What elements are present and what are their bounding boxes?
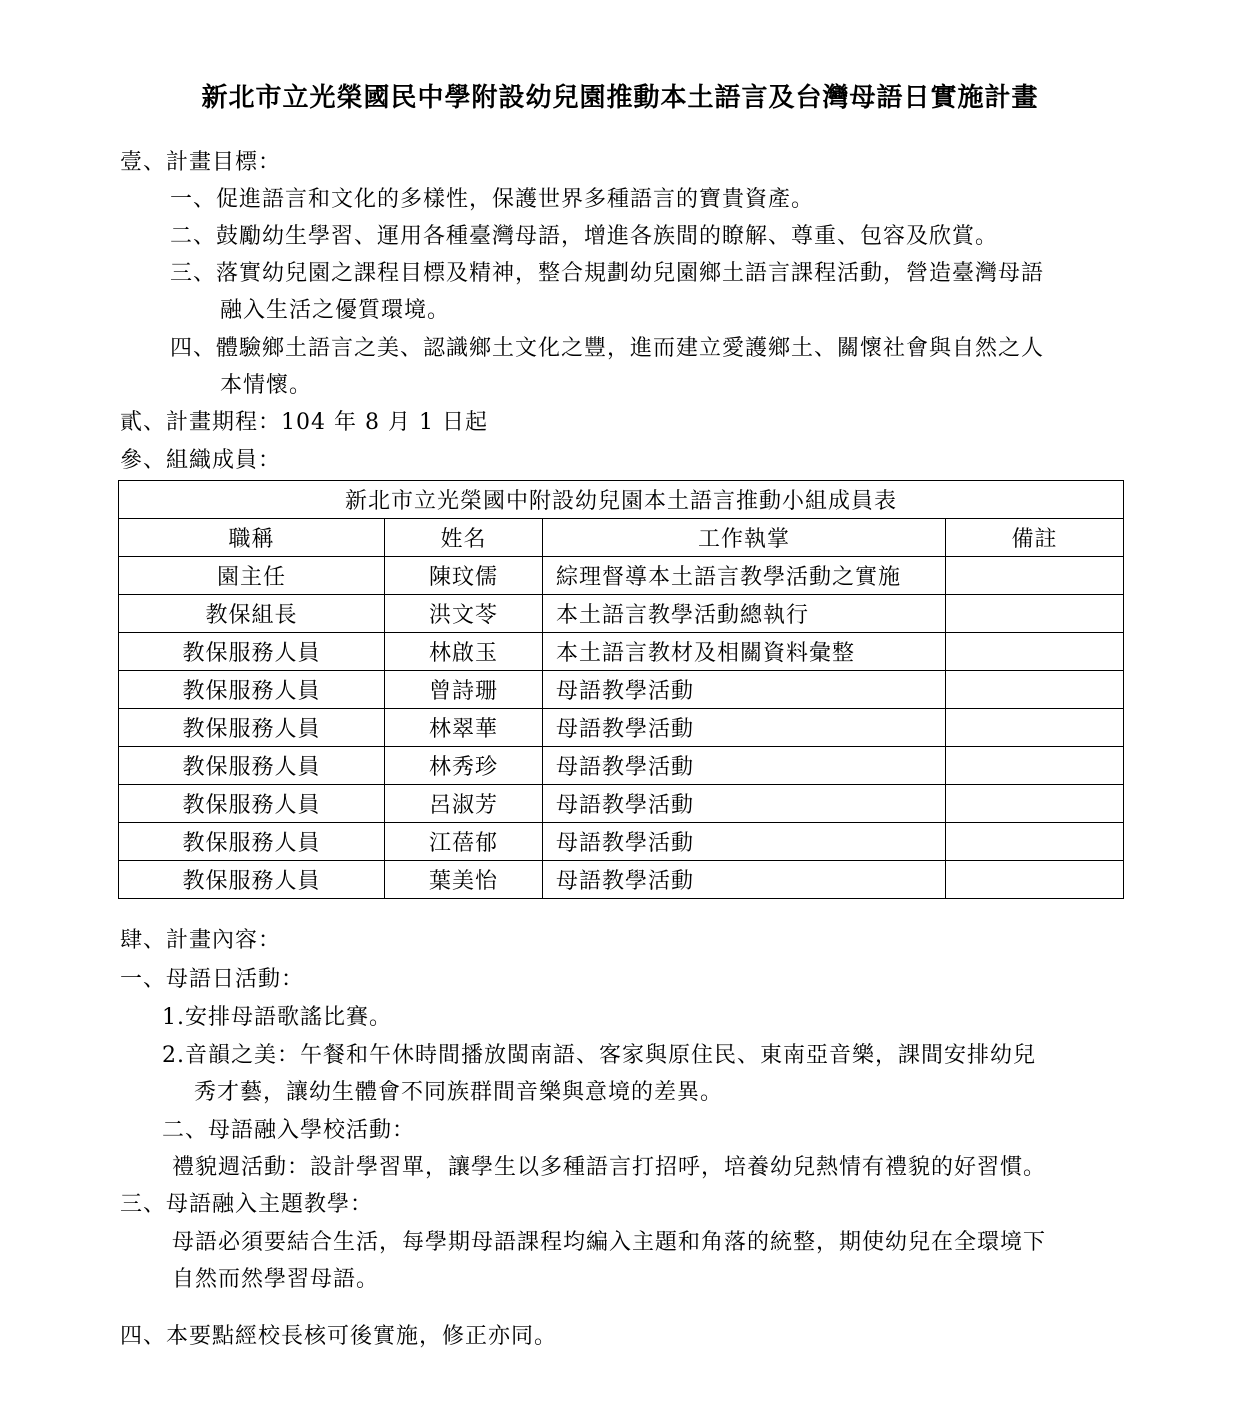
cell-name: 陳玟儒 [385, 557, 543, 595]
cell-title: 教保服務人員 [119, 785, 385, 823]
table-row [119, 709, 1124, 747]
header-name: 姓名 [385, 519, 543, 557]
goal-item-1: 一、促進語言和文化的多樣性，保護世界多種語言的寶貴資產。 [170, 187, 815, 212]
cell-title: 教保服務人員 [119, 747, 385, 785]
section1-item2-line1: 2.音韻之美：午餐和午休時間播放閩南語、客家與原住民、東南亞音樂，課間安排幼兒 [162, 1043, 1036, 1068]
members-table [118, 480, 1124, 899]
cell-name: 林秀珍 [385, 747, 543, 785]
section1-item2-line2: 秀才藝，讓幼生體會不同族群間音樂與意境的差異。 [194, 1080, 724, 1105]
cell-duty: 母語教學活動 [543, 861, 946, 899]
table-row [119, 671, 1124, 709]
cell-name: 江蓓郁 [385, 823, 543, 861]
cell-remark [946, 861, 1124, 899]
section2-text: 禮貌週活動：設計學習單，讓學生以多種語言打招呼，培養幼兒熱情有禮貌的好習慣。 [172, 1155, 1047, 1180]
schedule-line: 貳、計畫期程：104 年 8 月 1 日起 [120, 410, 488, 435]
cell-remark [946, 595, 1124, 633]
cell-duty: 母語教學活動 [543, 747, 946, 785]
section2-heading: 二、母語融入學校活動： [162, 1118, 416, 1143]
table-row [119, 747, 1124, 785]
cell-duty: 本土語言教學活動總執行 [543, 595, 946, 633]
cell-remark [946, 823, 1124, 861]
table-row [119, 633, 1124, 671]
cell-title: 教保組長 [119, 595, 385, 633]
cell-name: 呂淑芳 [385, 785, 543, 823]
cell-name: 林翠華 [385, 709, 543, 747]
section3-line2: 自然而然學習母語。 [172, 1267, 380, 1292]
document-title: 新北市立光榮國民中學附設幼兒園推動本土語言及台灣母語日實施計畫 [201, 83, 1039, 113]
goal-item-4-line1: 四、體驗鄉土語言之美、認識鄉土文化之豐，進而建立愛護鄉土、關懷社會與自然之人 [170, 336, 1045, 361]
table-row [119, 557, 1124, 595]
cell-remark [946, 747, 1124, 785]
table-caption: 新北市立光榮國中附設幼兒園本土語言推動小組成員表 [119, 481, 1124, 519]
goal-item-4-line2: 本情懷。 [220, 373, 313, 398]
cell-title: 教保服務人員 [119, 633, 385, 671]
goals-heading: 壹、計畫目標： [120, 150, 282, 175]
cell-duty: 本土語言教材及相關資料彙整 [543, 633, 946, 671]
cell-name: 曾詩珊 [385, 671, 543, 709]
cell-title: 教保服務人員 [119, 861, 385, 899]
cell-title: 園主任 [119, 557, 385, 595]
cell-name: 洪文苓 [385, 595, 543, 633]
header-remark: 備註 [946, 519, 1124, 557]
table-caption-row [119, 481, 1124, 519]
section1-item1: 1.安排母語歌謠比賽。 [162, 1005, 392, 1030]
content-heading: 肆、計畫內容： [120, 928, 282, 953]
cell-remark [946, 709, 1124, 747]
section4-text: 四、本要點經校長核可後實施，修正亦同。 [120, 1324, 558, 1349]
cell-duty: 綜理督導本土語言教學活動之實施 [543, 557, 946, 595]
cell-duty: 母語教學活動 [543, 671, 946, 709]
header-duty: 工作執掌 [543, 519, 946, 557]
table-row [119, 823, 1124, 861]
cell-name: 林啟玉 [385, 633, 543, 671]
table-row [119, 861, 1124, 899]
section1-heading: 一、母語日活動： [120, 967, 305, 992]
cell-duty: 母語教學活動 [543, 785, 946, 823]
table-row [119, 785, 1124, 823]
table-row [119, 595, 1124, 633]
cell-title: 教保服務人員 [119, 823, 385, 861]
goal-item-2: 二、鼓勵幼生學習、運用各種臺灣母語，增進各族間的瞭解、尊重、包容及欣賞。 [170, 224, 999, 249]
section3-line1: 母語必須要結合生活，每學期母語課程均編入主題和角落的統整，期使幼兒在全環境下 [172, 1230, 1047, 1255]
org-heading: 參、組織成員： [120, 448, 282, 473]
goal-item-3-line1: 三、落實幼兒園之課程目標及精神，整合規劃幼兒園鄉土語言課程活動，營造臺灣母語 [170, 261, 1045, 286]
cell-title: 教保服務人員 [119, 671, 385, 709]
cell-duty: 母語教學活動 [543, 823, 946, 861]
cell-remark [946, 557, 1124, 595]
section3-heading: 三、母語融入主題教學： [120, 1192, 374, 1217]
header-title: 職稱 [119, 519, 385, 557]
cell-title: 教保服務人員 [119, 709, 385, 747]
cell-duty: 母語教學活動 [543, 709, 946, 747]
cell-remark [946, 633, 1124, 671]
goal-item-3-line2: 融入生活之優質環境。 [220, 298, 451, 323]
cell-remark [946, 671, 1124, 709]
table-header-row [119, 519, 1124, 557]
cell-remark [946, 785, 1124, 823]
cell-name: 葉美怡 [385, 861, 543, 899]
